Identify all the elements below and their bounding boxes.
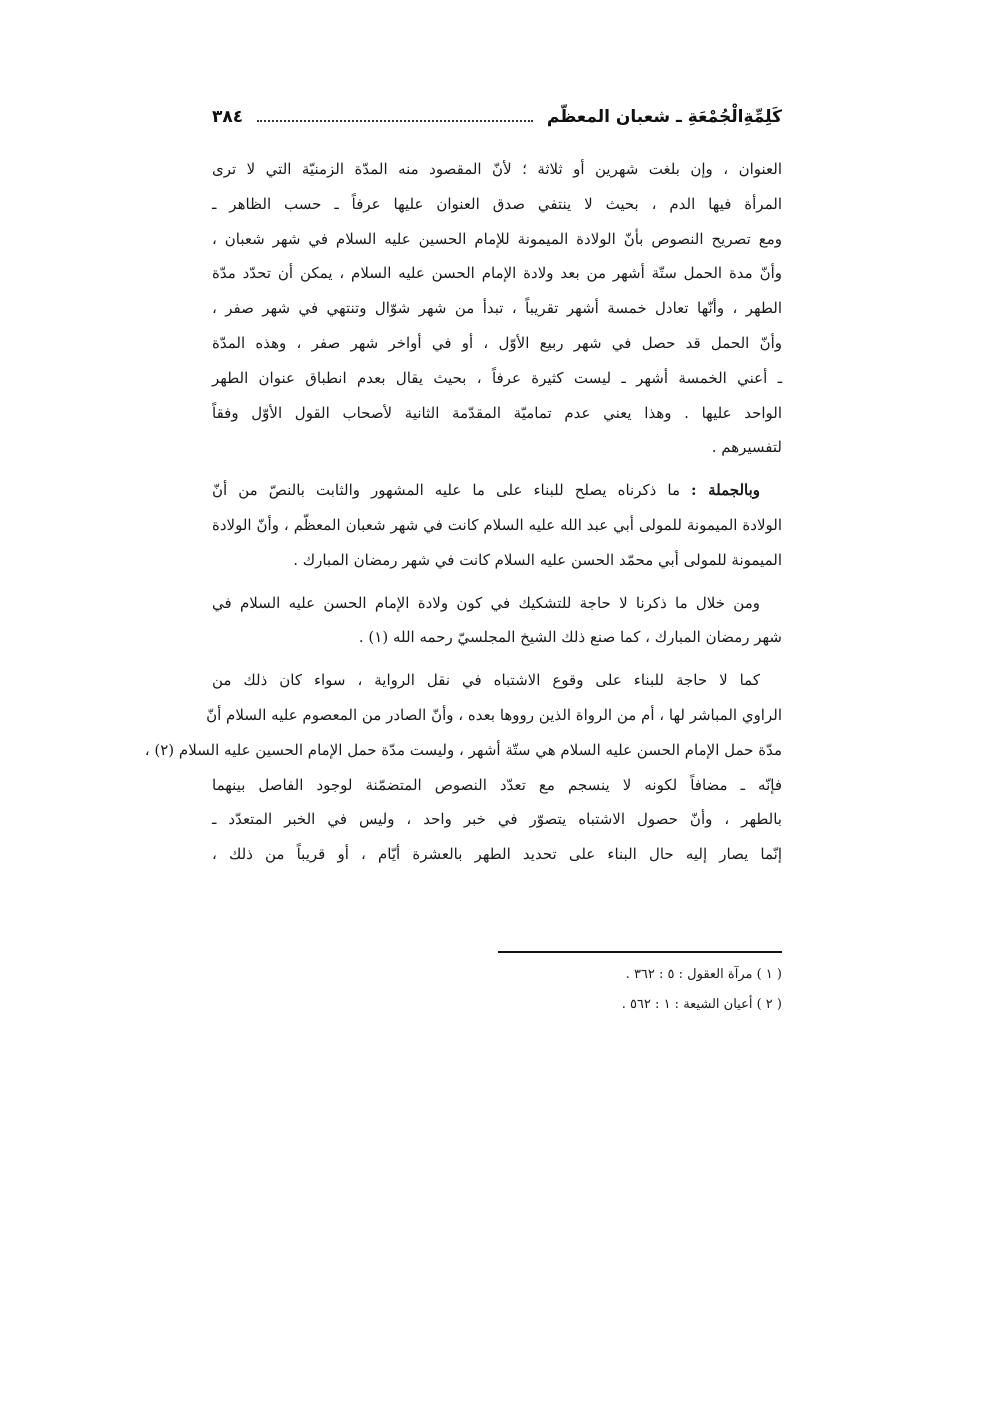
paragraph-1	[212, 152, 782, 465]
text-line: وأنّ مدة الحمل ستّة أشهر من بعد ولادة الإمام الحسن عليه السلام ، يمكن أن تحدّد مدّة	[212, 264, 782, 283]
text-line: الراوي المباشر لها ، أم من الرواة الذين رووها بعده ، وأنّ الصادر من المعصوم عليه السلام أنّ	[206, 705, 782, 724]
text-line: الميمونة للمولى أبي محمّد الحسن عليه السلام كانت في شهر رمضان المبارك .	[293, 550, 782, 569]
text-line: مدّة حمل الإمام الحسن عليه السلام هي ستّة أشهر ، وليست مدّة حمل الإمام الحسين عليه السلام (٢) ،	[144, 740, 782, 759]
text-line: ـ أعني الخمسة أشهر ـ ليست كثيرة عرفاً ، بحيث يقال بعدم انطباق عنوان الطهر	[212, 368, 782, 387]
footnote-separator	[498, 951, 782, 953]
text-line: المرأة فيها الدم ، بحيث لا ينتفي صدق العنوان عليها عرفاً ـ حسب الظاهر ـ	[212, 194, 782, 213]
text-line: إنّما يصار إليه حال البناء على تحديد الطهر بالعشرة أيّام ، أو قريباً من ذلك ،	[212, 845, 782, 864]
footnote-1: ( ١ ) مرآة العقول : ٥ : ٣٦٢ .	[625, 967, 782, 982]
header-dotted-leader	[257, 120, 533, 122]
text-line: ومن خلال ما ذكرنا لا حاجة للتشكيك في كون ولادة الإمام الحسن عليه السلام في	[212, 593, 760, 612]
text-line: العنوان ، وإن بلغت شهرين أو ثلاثة ؛ لأنّ المقصود منه المدّة الزمنيّة التي لا ترى	[212, 160, 782, 178]
text-line: ومع تصريح النصوص بأنّ الولادة الميمونة للإمام الحسين عليه السلام في شهر شعبان ،	[212, 229, 782, 248]
text-line: الواحد عليها . وهذا يعني عدم تماميّة المقدّمة الثانية لأصحاب القول الأوّل وفقاً	[212, 403, 782, 422]
paragraph-4	[144, 663, 782, 872]
footnotes	[212, 960, 782, 1020]
footnote-2: ( ٢ ) أعيان الشيعة : ١ : ٥٦٢ .	[621, 997, 782, 1012]
text-line: فإنّه ـ مضافاً لكونه لا ينسجم مع تعدّد النصوص المتضمّنة لوجود الفاصل بينهما	[212, 775, 782, 794]
text-line: لتفسيرهم .	[711, 438, 782, 457]
body-text	[144, 152, 782, 872]
paragraph-lead: وبالجملة :	[691, 481, 760, 500]
running-title: كَلِمِّةِالْجُمْعَةِ ـ شعبان المعظّم	[546, 107, 782, 127]
text-line: كما لا حاجة للبناء على وقوع الاشتباه في نقل الرواية ، سواء كان ذلك من	[212, 671, 760, 690]
text-run: ما ذكرناه يصلح للبناء على ما عليه المشهور والثابت بالنصّ من أنّ	[212, 481, 692, 500]
paragraph-2	[212, 473, 782, 577]
text-line: الطهر ، وأنّها تعادل خمسة أشهر تقريباً ، تبدأ من شهر شوّال وتنتهي في شهر صفر ،	[212, 299, 782, 318]
paragraph-3	[212, 586, 782, 656]
text-line	[212, 473, 782, 508]
text-line: بالطهر ، وأنّ حصول الاشتباه يتصوّر في خبر واحد ، وليس في الخبر المتعدّد ـ	[212, 810, 782, 829]
text-line: الولادة الميمونة للمولى أبي عبد الله عليه السلام كانت في شهر شعبان المعظّم ، وأنّ الولادة	[212, 515, 782, 534]
text-line: وأنّ الحمل قد حصل في شهر ربيع الأوّل ، أو في أواخر شهر صفر ، وهذه المدّة	[212, 333, 782, 352]
page-number: ٣٨٤	[212, 107, 244, 127]
page-header	[212, 100, 782, 134]
text-line: شهر رمضان المبارك ، كما صنع ذلك الشيخ المجلسيّ رحمه الله (١) .	[358, 628, 782, 647]
